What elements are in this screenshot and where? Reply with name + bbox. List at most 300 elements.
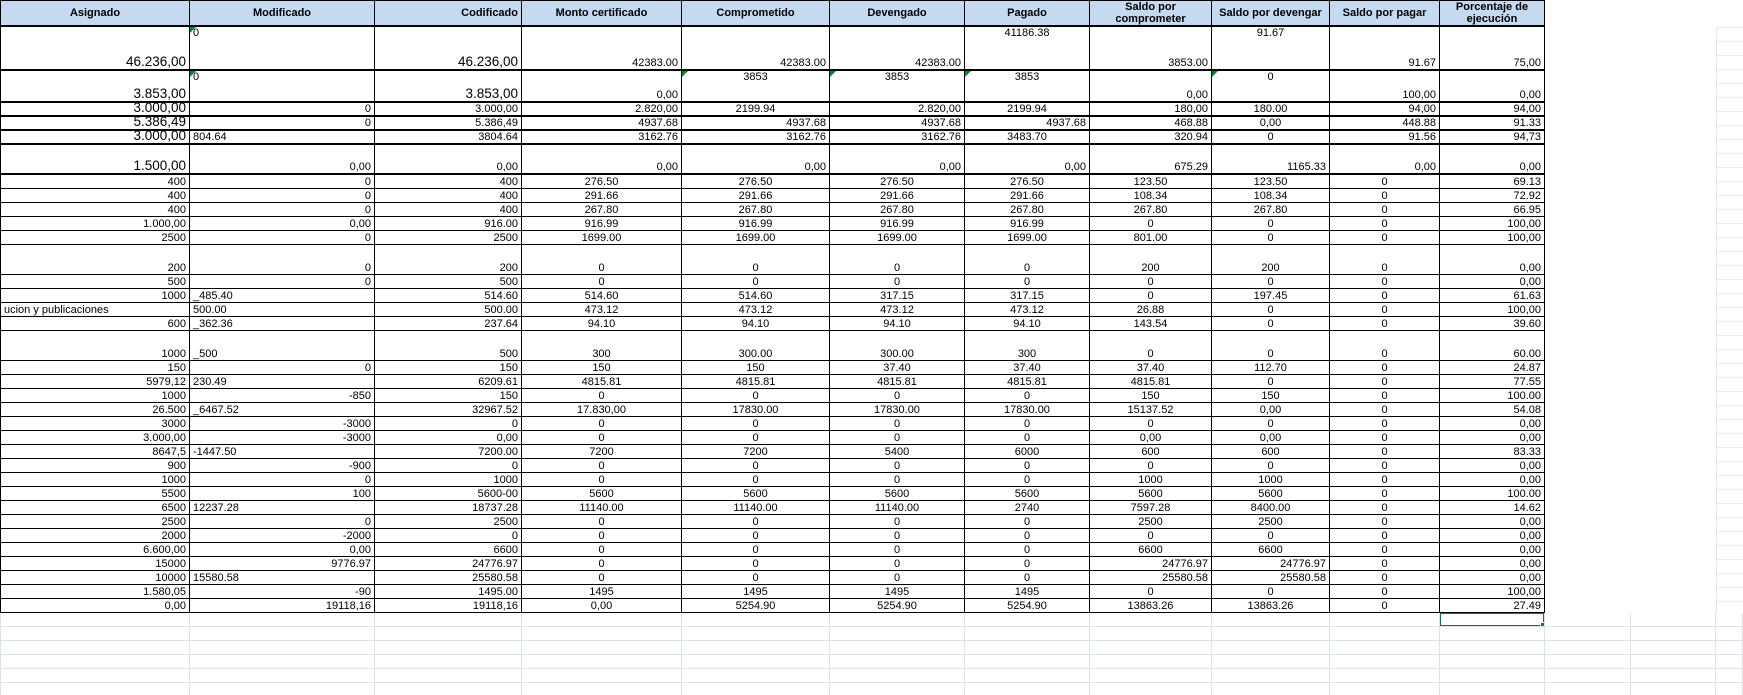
empty-cell[interactable]	[1090, 613, 1212, 627]
empty-cell[interactable]	[1545, 641, 1631, 655]
empty-cell[interactable]	[1631, 655, 1716, 669]
cell-r14-devengado[interactable]: 317.15	[830, 289, 965, 303]
cell-r5-porcentaje-de-ejecuci-n[interactable]: 94,73	[1440, 131, 1545, 145]
cell-r17-codificado[interactable]: 500	[375, 331, 522, 361]
cell-r18-modificado[interactable]: 0	[190, 361, 375, 375]
cell-r32-saldo-por-pagar[interactable]: 0	[1330, 557, 1440, 571]
cell-r2-codificado[interactable]: 3.853,00	[375, 71, 522, 103]
cell-r6-saldo-por-pagar[interactable]: 0,00	[1330, 145, 1440, 175]
cell-r30-asignado[interactable]: 2000	[0, 529, 190, 543]
cell-r30-saldo-por-devengar[interactable]: 0	[1212, 529, 1330, 543]
cell-r10-comprometido[interactable]: 916.99	[682, 217, 830, 231]
cell-r35-saldo-por-comprometer[interactable]: 13863.26	[1090, 599, 1212, 613]
cell-r17-pagado[interactable]: 300	[965, 331, 1090, 361]
cell-r15-porcentaje-de-ejecuci-n[interactable]: 100,00	[1440, 303, 1545, 317]
cell-r25-modificado[interactable]: -900	[190, 459, 375, 473]
empty-cell[interactable]	[1212, 655, 1330, 669]
cell-r16-saldo-por-comprometer[interactable]: 143.54	[1090, 317, 1212, 331]
cell-r21-devengado[interactable]: 17830.00	[830, 403, 965, 417]
cell-r7-asignado[interactable]: 400	[0, 175, 190, 189]
cell-r6-monto-certificado[interactable]: 0,00	[522, 145, 682, 175]
empty-cell[interactable]	[1545, 613, 1631, 627]
empty-cell[interactable]	[190, 613, 375, 627]
cell-r28-codificado[interactable]: 18737.28	[375, 501, 522, 515]
cell-r21-saldo-por-devengar[interactable]: 0,00	[1212, 403, 1330, 417]
cell-r26-porcentaje-de-ejecuci-n[interactable]: 0,00	[1440, 473, 1545, 487]
cell-r30-devengado[interactable]: 0	[830, 529, 965, 543]
cell-r35-asignado[interactable]: 0,00	[0, 599, 190, 613]
empty-cell[interactable]	[522, 683, 682, 695]
cell-r5-saldo-por-comprometer[interactable]: 320.94	[1090, 131, 1212, 145]
cell-r31-saldo-por-comprometer[interactable]: 6600	[1090, 543, 1212, 557]
cell-r28-porcentaje-de-ejecuci-n[interactable]: 14.62	[1440, 501, 1545, 515]
empty-cell[interactable]	[0, 627, 190, 641]
cell-r31-devengado[interactable]: 0	[830, 543, 965, 557]
cell-r19-modificado[interactable]: 230.49	[190, 375, 375, 389]
column-header-monto-certificado[interactable]: Monto certificado	[522, 0, 682, 27]
empty-cell[interactable]	[1330, 683, 1440, 695]
cell-r14-pagado[interactable]: 317.15	[965, 289, 1090, 303]
cell-r2-asignado[interactable]: 3.853,00	[0, 71, 190, 103]
cell-r28-modificado[interactable]: 12237.28	[190, 501, 375, 515]
cell-r4-saldo-por-comprometer[interactable]: 468.88	[1090, 117, 1212, 131]
empty-cell[interactable]	[1090, 683, 1212, 695]
cell-r30-porcentaje-de-ejecuci-n[interactable]: 0,00	[1440, 529, 1545, 543]
cell-r11-codificado[interactable]: 2500	[375, 231, 522, 245]
cell-r10-saldo-por-devengar[interactable]: 0	[1212, 217, 1330, 231]
cell-r20-pagado[interactable]: 0	[965, 389, 1090, 403]
empty-cell[interactable]	[190, 655, 375, 669]
cell-r28-devengado[interactable]: 11140.00	[830, 501, 965, 515]
cell-r27-monto-certificado[interactable]: 5600	[522, 487, 682, 501]
cell-r34-devengado[interactable]: 1495	[830, 585, 965, 599]
empty-cell[interactable]	[375, 655, 522, 669]
cell-r8-saldo-por-pagar[interactable]: 0	[1330, 189, 1440, 203]
cell-r16-pagado[interactable]: 94.10	[965, 317, 1090, 331]
cell-r6-modificado[interactable]: 0,00	[190, 145, 375, 175]
cell-r13-saldo-por-devengar[interactable]: 0	[1212, 275, 1330, 289]
cell-r27-saldo-por-comprometer[interactable]: 5600	[1090, 487, 1212, 501]
cell-r3-saldo-por-pagar[interactable]: 94,00	[1330, 103, 1440, 117]
cell-r31-saldo-por-devengar[interactable]: 6600	[1212, 543, 1330, 557]
cell-r7-saldo-por-comprometer[interactable]: 123.50	[1090, 175, 1212, 189]
cell-r33-saldo-por-devengar[interactable]: 25580.58	[1212, 571, 1330, 585]
cell-r10-monto-certificado[interactable]: 916.99	[522, 217, 682, 231]
cell-r13-pagado[interactable]: 0	[965, 275, 1090, 289]
cell-r4-monto-certificado[interactable]: 4937.68	[522, 117, 682, 131]
cell-r32-monto-certificado[interactable]: 0	[522, 557, 682, 571]
column-header-modificado[interactable]: Modificado	[190, 0, 375, 27]
cell-r17-devengado[interactable]: 300.00	[830, 331, 965, 361]
cell-r26-modificado[interactable]: 0	[190, 473, 375, 487]
cell-r6-devengado[interactable]: 0,00	[830, 145, 965, 175]
empty-cell[interactable]	[1440, 669, 1545, 683]
cell-r31-saldo-por-pagar[interactable]: 0	[1330, 543, 1440, 557]
cell-r26-saldo-por-pagar[interactable]: 0	[1330, 473, 1440, 487]
cell-r30-saldo-por-pagar[interactable]: 0	[1330, 529, 1440, 543]
cell-r33-saldo-por-comprometer[interactable]: 25580.58	[1090, 571, 1212, 585]
cell-r7-pagado[interactable]: 276.50	[965, 175, 1090, 189]
cell-r16-saldo-por-pagar[interactable]: 0	[1330, 317, 1440, 331]
cell-r12-asignado[interactable]: 200	[0, 245, 190, 275]
cell-r2-saldo-por-comprometer[interactable]: 0,00	[1090, 71, 1212, 103]
cell-r23-saldo-por-comprometer[interactable]: 0,00	[1090, 431, 1212, 445]
empty-cell[interactable]	[1545, 683, 1631, 695]
cell-r1-saldo-por-pagar[interactable]: 91.67	[1330, 27, 1440, 71]
cell-r12-comprometido[interactable]: 0	[682, 245, 830, 275]
empty-cell[interactable]	[522, 669, 682, 683]
empty-cell[interactable]	[1212, 669, 1330, 683]
cell-r14-comprometido[interactable]: 514.60	[682, 289, 830, 303]
cell-r3-saldo-por-devengar[interactable]: 180.00	[1212, 103, 1330, 117]
empty-cell[interactable]	[1440, 683, 1545, 695]
cell-r7-devengado[interactable]: 276.50	[830, 175, 965, 189]
cell-r18-comprometido[interactable]: 150	[682, 361, 830, 375]
cell-r21-pagado[interactable]: 17830.00	[965, 403, 1090, 417]
cell-r35-saldo-por-pagar[interactable]: 0	[1330, 599, 1440, 613]
cell-r6-asignado[interactable]: 1.500,00	[0, 145, 190, 175]
cell-r3-asignado[interactable]: 3.000,00	[0, 103, 190, 117]
cell-r4-codificado[interactable]: 5.386,49	[375, 117, 522, 131]
cell-r2-modificado[interactable]: 0	[190, 71, 375, 103]
empty-cell[interactable]	[965, 669, 1090, 683]
cell-r24-devengado[interactable]: 5400	[830, 445, 965, 459]
cell-r2-pagado[interactable]: 3853	[965, 71, 1090, 103]
cell-r9-porcentaje-de-ejecuci-n[interactable]: 66.95	[1440, 203, 1545, 217]
cell-r24-pagado[interactable]: 6000	[965, 445, 1090, 459]
cell-r29-monto-certificado[interactable]: 0	[522, 515, 682, 529]
cell-r17-modificado[interactable]: _500	[190, 331, 375, 361]
cell-r16-comprometido[interactable]: 94.10	[682, 317, 830, 331]
cell-r11-devengado[interactable]: 1699.00	[830, 231, 965, 245]
column-header-pagado[interactable]: Pagado	[965, 0, 1090, 27]
cell-r7-saldo-por-devengar[interactable]: 123.50	[1212, 175, 1330, 189]
cell-r1-saldo-por-devengar[interactable]: 91.67	[1212, 27, 1330, 71]
cell-r14-asignado[interactable]: 1000	[0, 289, 190, 303]
empty-cell[interactable]	[1330, 669, 1440, 683]
cell-r13-saldo-por-comprometer[interactable]: 0	[1090, 275, 1212, 289]
cell-r33-devengado[interactable]: 0	[830, 571, 965, 585]
cell-r6-pagado[interactable]: 0,00	[965, 145, 1090, 175]
cell-r5-modificado[interactable]: 804.64	[190, 131, 375, 145]
cell-r24-saldo-por-pagar[interactable]: 0	[1330, 445, 1440, 459]
cell-r30-pagado[interactable]: 0	[965, 529, 1090, 543]
cell-r3-pagado[interactable]: 2199.94	[965, 103, 1090, 117]
cell-r34-saldo-por-pagar[interactable]: 0	[1330, 585, 1440, 599]
cell-r32-comprometido[interactable]: 0	[682, 557, 830, 571]
cell-r10-devengado[interactable]: 916.99	[830, 217, 965, 231]
cell-r7-modificado[interactable]: 0	[190, 175, 375, 189]
empty-cell[interactable]	[1330, 613, 1440, 627]
cell-r22-monto-certificado[interactable]: 0	[522, 417, 682, 431]
cell-r35-saldo-por-devengar[interactable]: 13863.26	[1212, 599, 1330, 613]
empty-cell[interactable]	[1330, 655, 1440, 669]
cell-r5-comprometido[interactable]: 3162.76	[682, 131, 830, 145]
cell-r4-saldo-por-devengar[interactable]: 0,00	[1212, 117, 1330, 131]
cell-r15-modificado[interactable]: 500.00	[190, 303, 375, 317]
cell-r21-saldo-por-pagar[interactable]: 0	[1330, 403, 1440, 417]
cell-r31-pagado[interactable]: 0	[965, 543, 1090, 557]
empty-cell[interactable]	[1212, 641, 1330, 655]
cell-r9-saldo-por-comprometer[interactable]: 267.80	[1090, 203, 1212, 217]
cell-r28-monto-certificado[interactable]: 11140.00	[522, 501, 682, 515]
cell-r17-saldo-por-pagar[interactable]: 0	[1330, 331, 1440, 361]
cell-r2-monto-certificado[interactable]: 0,00	[522, 71, 682, 103]
empty-cell[interactable]	[682, 641, 830, 655]
cell-r3-devengado[interactable]: 2.820,00	[830, 103, 965, 117]
cell-r28-saldo-por-pagar[interactable]: 0	[1330, 501, 1440, 515]
cell-r10-porcentaje-de-ejecuci-n[interactable]: 100,00	[1440, 217, 1545, 231]
cell-r27-codificado[interactable]: 5600-00	[375, 487, 522, 501]
cell-r18-devengado[interactable]: 37.40	[830, 361, 965, 375]
cell-r1-codificado[interactable]: 46.236,00	[375, 27, 522, 71]
cell-r18-saldo-por-comprometer[interactable]: 37.40	[1090, 361, 1212, 375]
cell-r1-porcentaje-de-ejecuci-n[interactable]: 75,00	[1440, 27, 1545, 71]
cell-r25-saldo-por-comprometer[interactable]: 0	[1090, 459, 1212, 473]
cell-r19-devengado[interactable]: 4815.81	[830, 375, 965, 389]
empty-cell[interactable]	[1330, 627, 1440, 641]
empty-cell[interactable]	[830, 641, 965, 655]
cell-r30-monto-certificado[interactable]: 0	[522, 529, 682, 543]
cell-r19-asignado[interactable]: 5979,12	[0, 375, 190, 389]
cell-r25-asignado[interactable]: 900	[0, 459, 190, 473]
cell-r27-asignado[interactable]: 5500	[0, 487, 190, 501]
empty-cell[interactable]	[1212, 683, 1330, 695]
cell-r4-pagado[interactable]: 4937.68	[965, 117, 1090, 131]
cell-r29-saldo-por-pagar[interactable]: 0	[1330, 515, 1440, 529]
empty-cell[interactable]	[1090, 627, 1212, 641]
cell-r7-porcentaje-de-ejecuci-n[interactable]: 69.13	[1440, 175, 1545, 189]
cell-r12-saldo-por-comprometer[interactable]: 200	[1090, 245, 1212, 275]
empty-cell[interactable]	[1716, 669, 1743, 683]
cell-r6-porcentaje-de-ejecuci-n[interactable]: 0,00	[1440, 145, 1545, 175]
empty-cell[interactable]	[1716, 627, 1743, 641]
cell-r21-monto-certificado[interactable]: 17.830,00	[522, 403, 682, 417]
empty-cell[interactable]	[965, 655, 1090, 669]
cell-r15-comprometido[interactable]: 473.12	[682, 303, 830, 317]
cell-r11-saldo-por-devengar[interactable]: 0	[1212, 231, 1330, 245]
cell-r34-porcentaje-de-ejecuci-n[interactable]: 100,00	[1440, 585, 1545, 599]
cell-r29-comprometido[interactable]: 0	[682, 515, 830, 529]
cell-r33-asignado[interactable]: 10000	[0, 571, 190, 585]
cell-r3-comprometido[interactable]: 2199.94	[682, 103, 830, 117]
cell-r19-saldo-por-comprometer[interactable]: 4815.81	[1090, 375, 1212, 389]
empty-cell[interactable]	[190, 627, 375, 641]
cell-r3-modificado[interactable]: 0	[190, 103, 375, 117]
cell-r29-saldo-por-devengar[interactable]: 2500	[1212, 515, 1330, 529]
cell-r25-comprometido[interactable]: 0	[682, 459, 830, 473]
cell-r3-saldo-por-comprometer[interactable]: 180,00	[1090, 103, 1212, 117]
cell-r31-monto-certificado[interactable]: 0	[522, 543, 682, 557]
cell-r22-codificado[interactable]: 0	[375, 417, 522, 431]
cell-r35-devengado[interactable]: 5254.90	[830, 599, 965, 613]
empty-cell[interactable]	[830, 627, 965, 641]
cell-r33-saldo-por-pagar[interactable]: 0	[1330, 571, 1440, 585]
cell-r16-monto-certificado[interactable]: 94.10	[522, 317, 682, 331]
cell-r11-monto-certificado[interactable]: 1699.00	[522, 231, 682, 245]
empty-cell[interactable]	[965, 641, 1090, 655]
empty-cell[interactable]	[522, 627, 682, 641]
cell-r31-modificado[interactable]: 0,00	[190, 543, 375, 557]
cell-r24-monto-certificado[interactable]: 7200	[522, 445, 682, 459]
cell-r21-porcentaje-de-ejecuci-n[interactable]: 54.08	[1440, 403, 1545, 417]
cell-r33-codificado[interactable]: 25580.58	[375, 571, 522, 585]
cell-r6-codificado[interactable]: 0,00	[375, 145, 522, 175]
cell-r26-pagado[interactable]: 0	[965, 473, 1090, 487]
cell-r32-pagado[interactable]: 0	[965, 557, 1090, 571]
cell-r7-codificado[interactable]: 400	[375, 175, 522, 189]
cell-r17-porcentaje-de-ejecuci-n[interactable]: 60.00	[1440, 331, 1545, 361]
cell-r25-porcentaje-de-ejecuci-n[interactable]: 0,00	[1440, 459, 1545, 473]
cell-r30-saldo-por-comprometer[interactable]: 0	[1090, 529, 1212, 543]
column-header-porcentaje-de-ejecuci-n[interactable]: Porcentaje de ejecución	[1440, 0, 1545, 27]
cell-r23-saldo-por-devengar[interactable]: 0,00	[1212, 431, 1330, 445]
cell-r12-modificado[interactable]: 0	[190, 245, 375, 275]
cell-r31-codificado[interactable]: 6600	[375, 543, 522, 557]
cell-r23-asignado[interactable]: 3.000,00	[0, 431, 190, 445]
cell-r29-asignado[interactable]: 2500	[0, 515, 190, 529]
cell-r28-saldo-por-comprometer[interactable]: 7597.28	[1090, 501, 1212, 515]
cell-r20-comprometido[interactable]: 0	[682, 389, 830, 403]
cell-r22-comprometido[interactable]: 0	[682, 417, 830, 431]
empty-cell[interactable]	[1631, 669, 1716, 683]
cell-r5-codificado[interactable]: 3804.64	[375, 131, 522, 145]
cell-r15-monto-certificado[interactable]: 473.12	[522, 303, 682, 317]
cell-r8-saldo-por-devengar[interactable]: 108.34	[1212, 189, 1330, 203]
cell-r35-comprometido[interactable]: 5254.90	[682, 599, 830, 613]
cell-r8-porcentaje-de-ejecuci-n[interactable]: 72.92	[1440, 189, 1545, 203]
cell-r32-saldo-por-comprometer[interactable]: 24776.97	[1090, 557, 1212, 571]
cell-r29-modificado[interactable]: 0	[190, 515, 375, 529]
cell-r10-saldo-por-pagar[interactable]: 0	[1330, 217, 1440, 231]
cell-r19-saldo-por-devengar[interactable]: 0	[1212, 375, 1330, 389]
empty-cell[interactable]	[1440, 641, 1545, 655]
cell-r13-monto-certificado[interactable]: 0	[522, 275, 682, 289]
cell-r14-codificado[interactable]: 514.60	[375, 289, 522, 303]
cell-r1-asignado[interactable]: 46.236,00	[0, 27, 190, 71]
cell-r11-modificado[interactable]: 0	[190, 231, 375, 245]
cell-r10-modificado[interactable]: 0,00	[190, 217, 375, 231]
cell-r13-saldo-por-pagar[interactable]: 0	[1330, 275, 1440, 289]
cell-r2-saldo-por-devengar[interactable]: 0	[1212, 71, 1330, 103]
cell-r6-comprometido[interactable]: 0,00	[682, 145, 830, 175]
cell-r22-porcentaje-de-ejecuci-n[interactable]: 0,00	[1440, 417, 1545, 431]
empty-cell[interactable]	[375, 641, 522, 655]
cell-r25-monto-certificado[interactable]: 0	[522, 459, 682, 473]
cell-r12-monto-certificado[interactable]: 0	[522, 245, 682, 275]
cell-r4-porcentaje-de-ejecuci-n[interactable]: 91.33	[1440, 117, 1545, 131]
cell-r32-codificado[interactable]: 24776.97	[375, 557, 522, 571]
cell-r11-comprometido[interactable]: 1699.00	[682, 231, 830, 245]
empty-cell[interactable]	[1631, 627, 1716, 641]
cell-r32-saldo-por-devengar[interactable]: 24776.97	[1212, 557, 1330, 571]
cell-r9-codificado[interactable]: 400	[375, 203, 522, 217]
cell-r8-codificado[interactable]: 400	[375, 189, 522, 203]
cell-r24-codificado[interactable]: 7200.00	[375, 445, 522, 459]
cell-r14-saldo-por-pagar[interactable]: 0	[1330, 289, 1440, 303]
cell-r35-pagado[interactable]: 5254.90	[965, 599, 1090, 613]
empty-cell[interactable]	[375, 669, 522, 683]
empty-cell[interactable]	[190, 669, 375, 683]
cell-r1-devengado[interactable]: 42383.00	[830, 27, 965, 71]
cell-r27-comprometido[interactable]: 5600	[682, 487, 830, 501]
empty-cell[interactable]	[965, 627, 1090, 641]
column-header-saldo-por-pagar[interactable]: Saldo por pagar	[1330, 0, 1440, 27]
cell-r22-saldo-por-pagar[interactable]: 0	[1330, 417, 1440, 431]
cell-r14-modificado[interactable]: _485.40	[190, 289, 375, 303]
cell-r25-pagado[interactable]: 0	[965, 459, 1090, 473]
cell-r9-comprometido[interactable]: 267.80	[682, 203, 830, 217]
empty-cell[interactable]	[1716, 655, 1743, 669]
cell-r12-saldo-por-devengar[interactable]: 200	[1212, 245, 1330, 275]
cell-r16-porcentaje-de-ejecuci-n[interactable]: 39.60	[1440, 317, 1545, 331]
empty-cell[interactable]	[522, 655, 682, 669]
cell-r8-modificado[interactable]: 0	[190, 189, 375, 203]
cell-r22-modificado[interactable]: -3000	[190, 417, 375, 431]
cell-r28-saldo-por-devengar[interactable]: 8400.00	[1212, 501, 1330, 515]
cell-r14-porcentaje-de-ejecuci-n[interactable]: 61.63	[1440, 289, 1545, 303]
cell-r25-devengado[interactable]: 0	[830, 459, 965, 473]
cell-r24-asignado[interactable]: 8647,5	[0, 445, 190, 459]
cell-r20-codificado[interactable]: 150	[375, 389, 522, 403]
column-header-saldo-por-comprometer[interactable]: Saldo por comprometer	[1090, 0, 1212, 27]
cell-r19-comprometido[interactable]: 4815.81	[682, 375, 830, 389]
cell-r33-modificado[interactable]: 15580.58	[190, 571, 375, 585]
cell-r18-pagado[interactable]: 37.40	[965, 361, 1090, 375]
empty-cell[interactable]	[682, 627, 830, 641]
empty-cell[interactable]	[830, 613, 965, 627]
cell-r23-devengado[interactable]: 0	[830, 431, 965, 445]
cell-r23-saldo-por-pagar[interactable]: 0	[1330, 431, 1440, 445]
cell-r1-saldo-por-comprometer[interactable]: 3853.00	[1090, 27, 1212, 71]
empty-cell[interactable]	[1440, 655, 1545, 669]
cell-r10-saldo-por-comprometer[interactable]: 0	[1090, 217, 1212, 231]
cell-r19-codificado[interactable]: 6209.61	[375, 375, 522, 389]
cell-r26-asignado[interactable]: 1000	[0, 473, 190, 487]
cell-r14-saldo-por-devengar[interactable]: 197.45	[1212, 289, 1330, 303]
cell-r12-codificado[interactable]: 200	[375, 245, 522, 275]
cell-r4-asignado[interactable]: 5.386,49	[0, 117, 190, 131]
cell-r18-monto-certificado[interactable]: 150	[522, 361, 682, 375]
cell-r21-saldo-por-comprometer[interactable]: 15137.52	[1090, 403, 1212, 417]
cell-r34-saldo-por-devengar[interactable]: 0	[1212, 585, 1330, 599]
cell-r5-saldo-por-devengar[interactable]: 0	[1212, 131, 1330, 145]
empty-cell[interactable]	[830, 669, 965, 683]
cell-r26-monto-certificado[interactable]: 0	[522, 473, 682, 487]
cell-r26-codificado[interactable]: 1000	[375, 473, 522, 487]
cell-r2-saldo-por-pagar[interactable]: 100,00	[1330, 71, 1440, 103]
cell-r24-porcentaje-de-ejecuci-n[interactable]: 83.33	[1440, 445, 1545, 459]
cell-r31-comprometido[interactable]: 0	[682, 543, 830, 557]
empty-cell[interactable]	[1212, 627, 1330, 641]
cell-r14-saldo-por-comprometer[interactable]: 0	[1090, 289, 1212, 303]
cell-r24-comprometido[interactable]: 7200	[682, 445, 830, 459]
empty-cell[interactable]	[1090, 669, 1212, 683]
cell-r17-asignado[interactable]: 1000	[0, 331, 190, 361]
cell-r6-saldo-por-comprometer[interactable]: 675.29	[1090, 145, 1212, 175]
cell-r34-saldo-por-comprometer[interactable]: 0	[1090, 585, 1212, 599]
cell-r4-modificado[interactable]: 0	[190, 117, 375, 131]
cell-r26-comprometido[interactable]: 0	[682, 473, 830, 487]
cell-r1-modificado[interactable]: 0	[190, 27, 375, 71]
cell-r11-asignado[interactable]: 2500	[0, 231, 190, 245]
empty-cell[interactable]	[375, 627, 522, 641]
cell-r31-porcentaje-de-ejecuci-n[interactable]: 0,00	[1440, 543, 1545, 557]
empty-cell[interactable]	[0, 683, 190, 695]
cell-r26-devengado[interactable]: 0	[830, 473, 965, 487]
cell-r21-modificado[interactable]: _6467.52	[190, 403, 375, 417]
cell-r18-saldo-por-devengar[interactable]: 112.70	[1212, 361, 1330, 375]
